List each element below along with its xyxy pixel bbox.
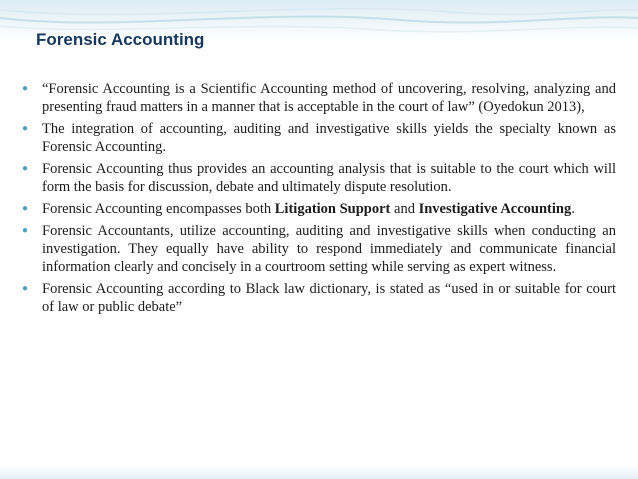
bold-term-litigation-support: Litigation Support <box>274 201 391 217</box>
bullet-item <box>20 160 616 196</box>
bullet-text-middle: and <box>390 201 419 217</box>
bullet-item <box>20 80 616 116</box>
bullet-item <box>20 222 616 276</box>
circle-bullet-icon: ● <box>22 203 29 214</box>
bullet-text: Forensic Accountants, utilize accounting, auditing and investigative skills when conducting an investigation. They equally have ability to respond immediately and communicate financial information clearly and concisely in a courtroom setting while serving as expert witness. <box>42 223 616 275</box>
bullet-text-after: . <box>571 201 575 217</box>
bullet-text: The integration of accounting, auditing and investigative skills yields the specialty known as Forensic Accounting. <box>42 121 616 155</box>
bullet-text: Forensic Accounting according to Black law dictionary, is stated as “used in or suitable for court of law or public debate” <box>42 281 616 315</box>
bullet-item <box>20 120 616 156</box>
bullet-text: Forensic Accounting thus provides an accounting analysis that is suitable to the court which will form the basis for discussion, debate and ultimately dispute resolution. <box>42 161 616 195</box>
bullet-item <box>20 200 616 218</box>
footer-decoration <box>0 465 638 479</box>
circle-bullet-icon: ● <box>22 283 29 294</box>
bold-term-investigative-accounting: Investigative Accounting <box>418 201 572 217</box>
bullet-text: “Forensic Accounting is a Scientific Accounting method of uncovering, resolving, analyzing and presenting fraud matters in a manner that is acceptable in the court of law” (Oyedokun 2013), <box>42 81 616 115</box>
slide-title: Forensic Accounting <box>36 30 205 49</box>
bullet-list <box>20 80 616 320</box>
circle-bullet-icon: ● <box>22 83 29 94</box>
bullet-text-before: Forensic Accounting encompasses both <box>42 201 275 217</box>
bullet-item <box>20 280 616 316</box>
circle-bullet-icon: ● <box>22 225 29 236</box>
circle-bullet-icon: ● <box>22 163 29 174</box>
circle-bullet-icon: ● <box>22 123 29 134</box>
